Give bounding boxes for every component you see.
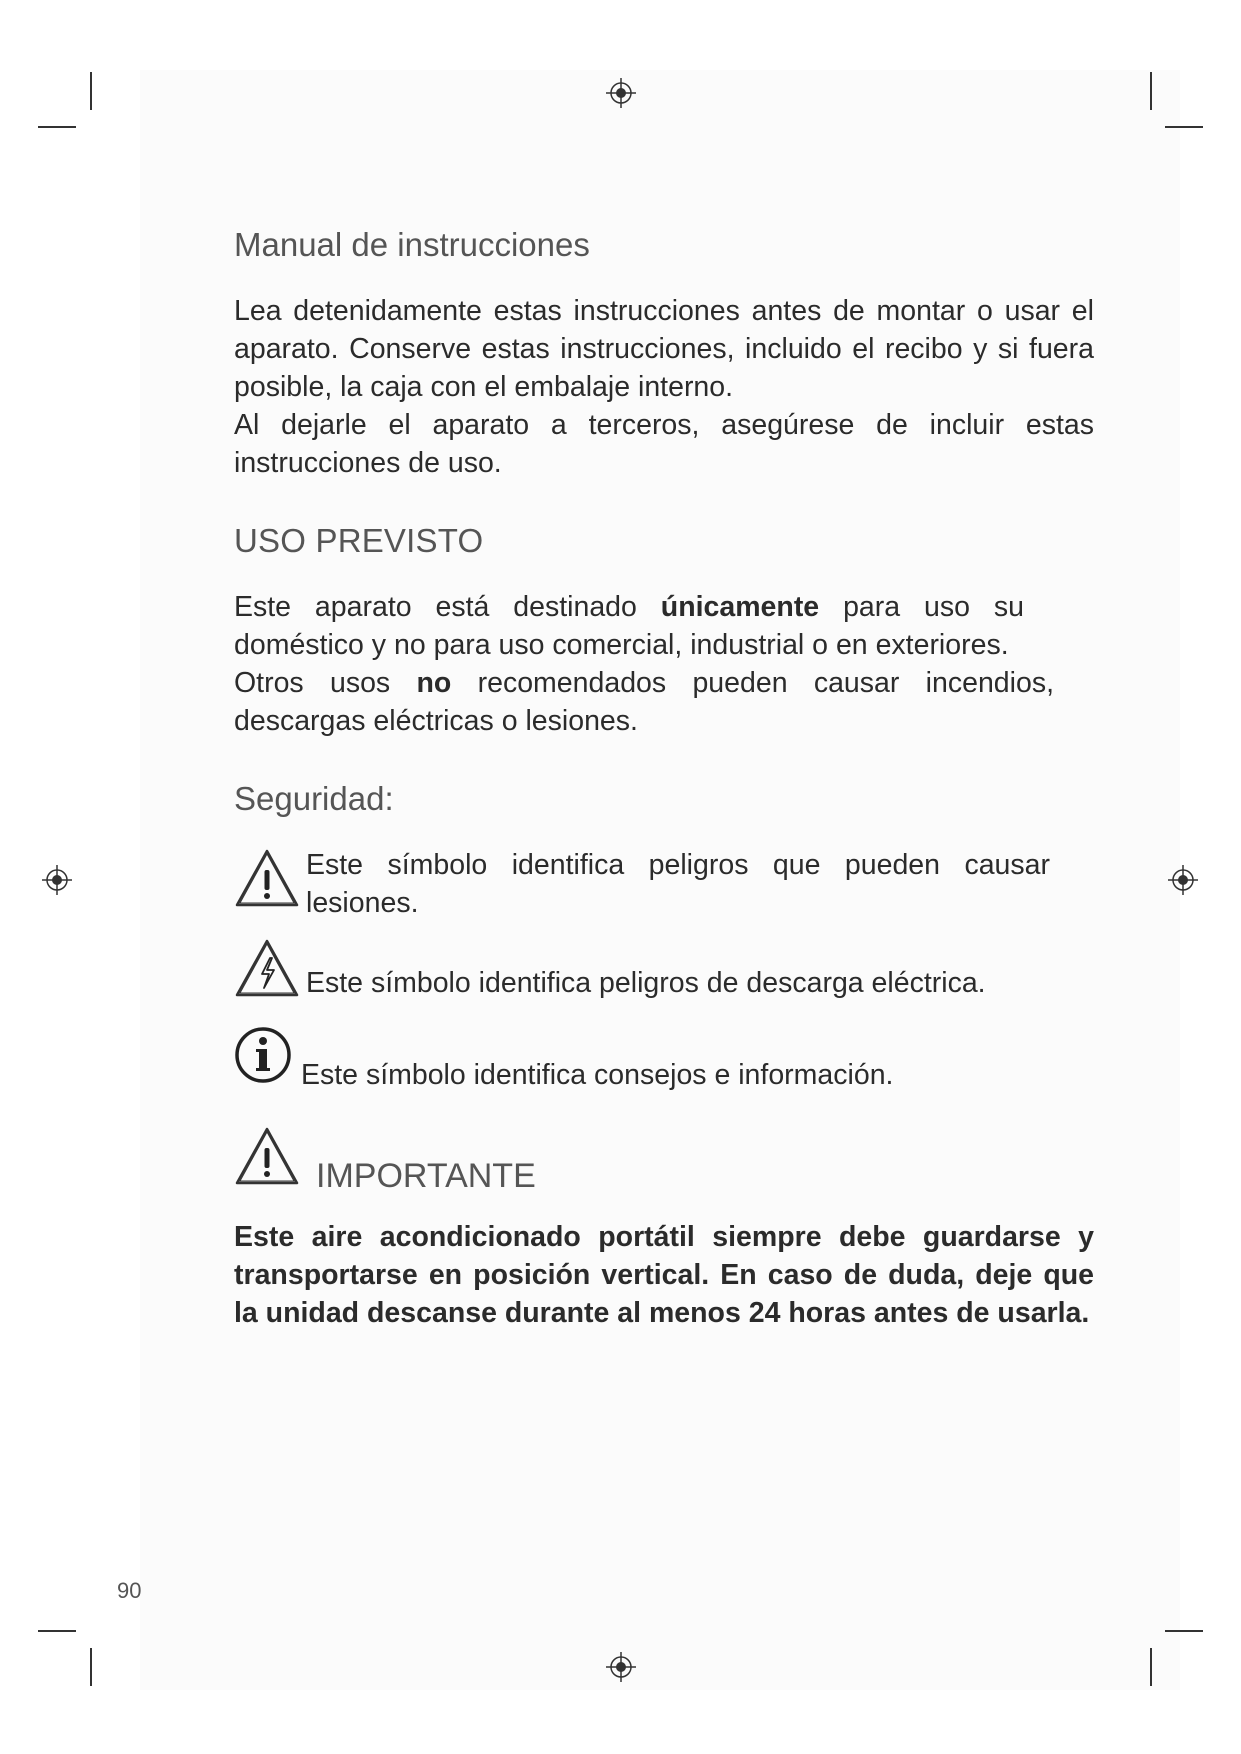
- intro-paragraph: Lea detenidamente estas instrucciones antes de montar o usar el aparato. Conserve estas instrucciones, incluido el recibo y si fuera posible, la caja con el embalaje interno.: [234, 295, 1094, 403]
- uso-text: Este aparato está destinado: [234, 591, 661, 623]
- page-title: Manual de instrucciones: [234, 226, 590, 263]
- crop-mark: [90, 72, 92, 110]
- uso-emphasis: únicamente: [660, 591, 820, 623]
- uso-paragraph: [234, 588, 1024, 664]
- page-number: 90: [117, 1578, 142, 1603]
- info-circle-icon: [234, 1026, 294, 1086]
- crop-mark: [38, 1630, 76, 1632]
- uso-text: Otros usos: [234, 667, 417, 699]
- electric-shock-triangle-icon: [234, 938, 300, 998]
- registration-mark-icon: [606, 1652, 636, 1682]
- crop-mark: [1150, 1648, 1152, 1686]
- important-notice: Este aire acondicionado portátil siempre debe guardarse y transportarse en posición vertical. En caso de duda, deje que la unidad descanse durante al menos 24 horas antes de usarla.: [234, 1221, 1094, 1329]
- uso-text: para uso su doméstico y no para uso comercial, industrial o en exteriores.: [234, 591, 1024, 661]
- symbol-description: Este símbolo identifica consejos e información.: [301, 1059, 894, 1091]
- symbol-description: Este símbolo identifica peligros que pueden causar lesiones.: [306, 849, 1050, 919]
- crop-mark: [1150, 72, 1152, 110]
- crop-mark: [1165, 1630, 1203, 1632]
- uso-paragraph-2: [234, 664, 1054, 740]
- warning-triangle-exclamation-icon: [234, 848, 300, 908]
- uso-text: recomendados pueden causar incendios, descargas eléctricas o lesiones.: [234, 667, 1055, 737]
- crop-mark: [90, 1648, 92, 1686]
- section-heading-uso-previsto: USO PREVISTO: [234, 522, 484, 559]
- registration-mark-icon: [606, 78, 636, 108]
- intro-paragraph-2: Al dejarle el aparato a terceros, asegúrese de incluir estas instrucciones de uso.: [234, 409, 1094, 479]
- symbol-description: Este símbolo identifica peligros de descarga eléctrica.: [306, 967, 986, 999]
- registration-mark-icon: [1168, 865, 1198, 895]
- registration-mark-icon: [42, 865, 72, 895]
- warning-triangle-exclamation-icon: [234, 1126, 300, 1186]
- section-heading-importante: IMPORTANTE: [316, 1157, 536, 1195]
- crop-mark: [38, 126, 76, 128]
- uso-emphasis: no: [416, 667, 452, 699]
- section-heading-seguridad: Seguridad:: [234, 780, 394, 817]
- crop-mark: [1165, 126, 1203, 128]
